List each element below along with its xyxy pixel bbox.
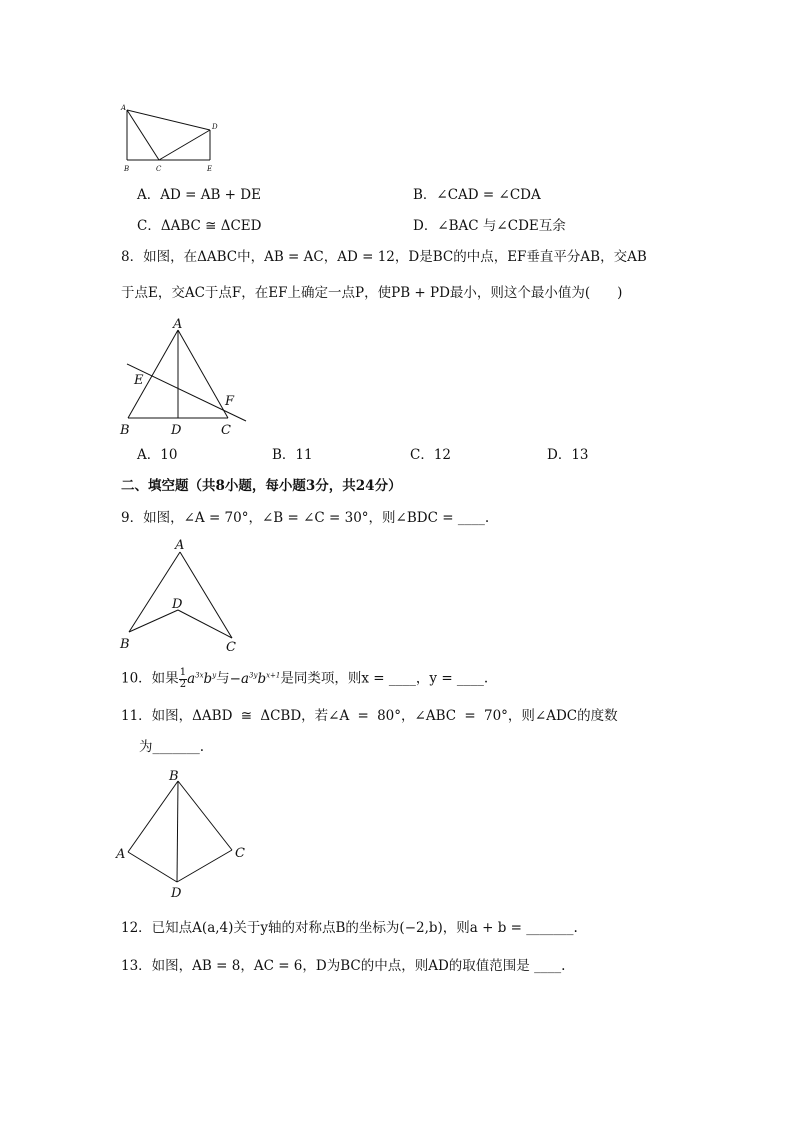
q10-mid: 与 <box>216 670 230 687</box>
q10-term2-b: b <box>257 670 267 687</box>
q8-question-line1: 8．如图，在ΔABC中，AB = AC，AD = 12，D是BC的中点，EF垂直平分AB，交AB <box>121 249 647 265</box>
section-title: 二、填空题（共8小题，每小题3分，共24分） <box>121 478 402 494</box>
q7-option-b: B．∠CAD = ∠CDA <box>413 187 541 203</box>
q11-question-line1: 11．如图，ΔABD ≅ ΔCBD，若∠A = 80°，∠ABC = 70°，则∠ADC的度数 <box>121 708 618 724</box>
q8-option-d: D．13 <box>547 447 589 463</box>
q8-question-line2: 于点E，交AC于点F，在EF上确定一点P，使PB + PD最小，则这个最小值为( ) <box>121 285 623 301</box>
q10-term1-a: a <box>187 670 196 687</box>
q7-label-c: C <box>156 165 162 173</box>
q11-segment-bc <box>178 781 232 850</box>
q8-label-d: D <box>171 423 182 438</box>
q7-label-a: A <box>121 104 127 112</box>
q10-fraction-denominator: 2 <box>179 678 187 690</box>
q11-segment-ad <box>128 852 177 882</box>
q9-label-b: B <box>120 637 130 652</box>
q11-label-a: A <box>116 847 126 862</box>
q9-question: 9．如图，∠A = 70°，∠B = ∠C = 30°，则∠BDC = ____. <box>121 510 490 526</box>
q7-label-e: E <box>207 165 213 173</box>
q8-label-a: A <box>173 317 183 332</box>
q7-label-d: D <box>212 123 218 131</box>
q10-fraction-numerator: 1 <box>179 667 187 678</box>
q10-term1-b: b <box>203 670 213 687</box>
q7-option-d: D．∠BAC 与∠CDE互余 <box>413 218 566 234</box>
q12-question: 12．已知点A(a,4)关于y轴的对称点B的坐标为(−2,b)，则a + b = _______. <box>121 920 578 936</box>
q8-label-c: C <box>221 423 231 438</box>
q8-label-f: F <box>225 394 235 409</box>
q10-term1-exp-b: y <box>212 671 217 679</box>
q8-option-a: A．10 <box>137 447 178 463</box>
q10-term2-exp-a: 3y <box>249 671 258 679</box>
q9-label-d: D <box>172 597 183 612</box>
q11-segment-cd <box>177 850 232 882</box>
q10-suffix: 是同类项，则x = ____，y = ____. <box>280 670 489 687</box>
q7-option-c: C．ΔABC ≅ ΔCED <box>137 218 262 234</box>
q11-label-b: B <box>169 769 179 784</box>
q8-label-e: E <box>134 373 144 388</box>
q7-label-b: B <box>124 165 130 173</box>
q8-option-c: C．12 <box>410 447 452 463</box>
q8-option-b: B．11 <box>272 447 313 463</box>
q9-label-a: A <box>175 538 185 553</box>
q10-term2-a: −a <box>229 670 250 687</box>
q7-option-a: A．AD = AB + DE <box>137 187 261 203</box>
q11-question-line2: 为_______. <box>139 739 205 755</box>
q10-term2-exp-b: x+1 <box>266 671 281 679</box>
q11-segment-bd <box>177 781 178 882</box>
q11-label-c: C <box>235 846 245 861</box>
q13-question: 13．如图，AB = 8，AC = 6，D为BC的中点，则AD的取值范围是 ____. <box>121 958 566 974</box>
q10-term1-exp-a: 3x <box>195 671 204 679</box>
q8-label-b: B <box>120 423 130 438</box>
q9-label-c: C <box>226 640 236 655</box>
q10-prefix: 10．如果 <box>121 670 179 687</box>
q11-label-d: D <box>171 886 182 901</box>
q11-segment-ba <box>128 781 178 852</box>
